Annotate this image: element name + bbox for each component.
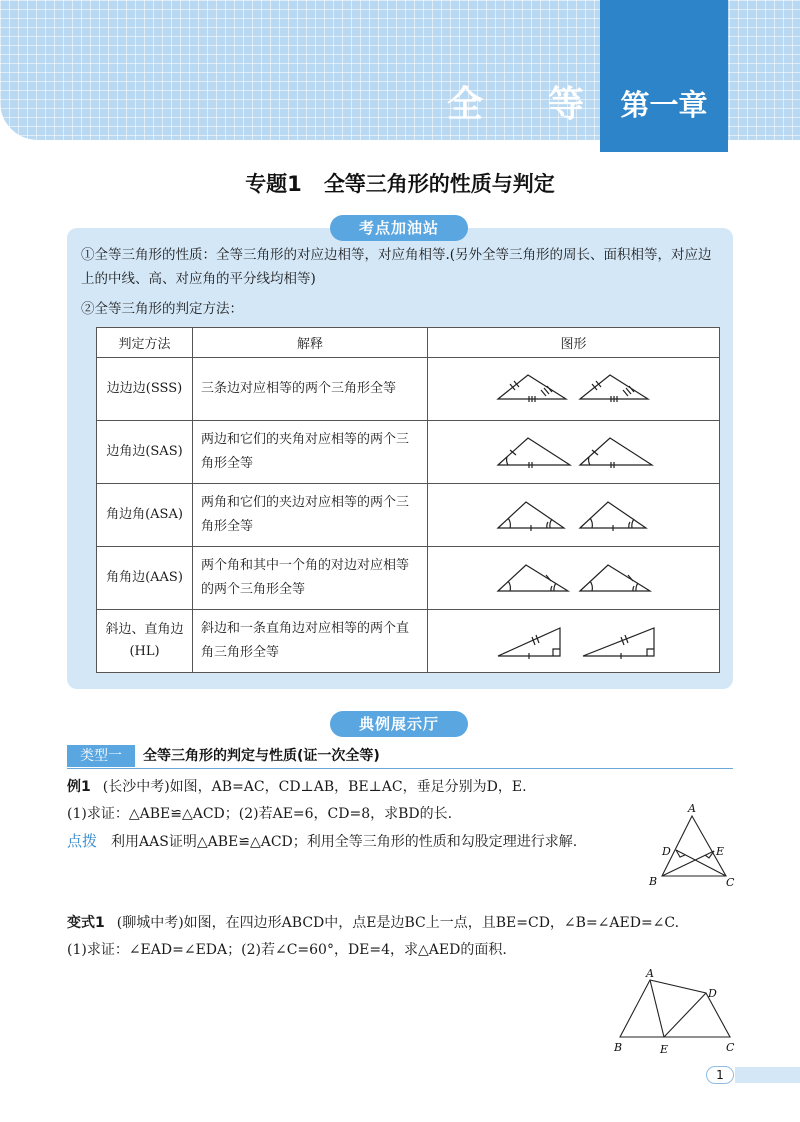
table-row — [97, 358, 720, 421]
vertex-label-a: A — [688, 802, 696, 815]
table-row — [97, 610, 720, 673]
header-method: 判定方法 — [97, 328, 193, 358]
property-paragraph: ①全等三角形的性质：全等三角形的对应边相等，对应角相等.(另外全等三角形的周长、面积相等，对应边上的中线、高、对应角的平分线均相等) — [81, 247, 712, 287]
unit-title-char-2: 等 — [548, 84, 587, 125]
vertex-label-d: D — [662, 845, 671, 858]
table-header-row — [97, 328, 720, 358]
example-1-text-2: (1)求证：△ABE≌△ACD；(2)若AE=6，CD=8，求BD的长. — [67, 806, 453, 822]
vertex-label-d: D — [708, 987, 717, 1000]
method-cell: 斜边、直角边(HL) — [97, 610, 193, 673]
description-cell: 三条边对应相等的两个三角形全等 — [193, 358, 428, 421]
description-cell: 两角和它们的夹边对应相等的两个三角形全等 — [193, 484, 428, 547]
description-cell: 两边和它们的夹角对应相等的两个三角形全等 — [193, 421, 428, 484]
criteria-intro: ②全等三角形的判定方法： — [81, 301, 243, 317]
vertex-label-a: A — [646, 967, 654, 980]
table-row — [97, 484, 720, 547]
example-1-figure — [640, 800, 740, 895]
table-row — [97, 421, 720, 484]
table-row — [97, 547, 720, 610]
unit-title-char-1: 全 — [447, 84, 486, 125]
example-1-line-1 — [67, 775, 527, 799]
topic-number: 专题1 — [245, 172, 302, 196]
description-cell: 两个角和其中一个角的对边对应相等的两个三角形全等 — [193, 547, 428, 610]
tip-label: 点拨 — [67, 832, 98, 850]
type-title: 全等三角形的判定与性质(证一次全等) — [143, 748, 380, 764]
method-cell: 角角边(AAS) — [97, 547, 193, 610]
section-label-knowledge: 考点加油站 — [330, 215, 468, 241]
variant-1-line-1 — [67, 911, 679, 935]
type-bar — [67, 745, 733, 769]
footer-bar — [735, 1067, 800, 1083]
hl-figure — [428, 610, 720, 673]
variant-1-text-2: (1)求证：∠EAD=∠EDA；(2)若∠C=60°，DE=4，求△AED的面积. — [67, 942, 507, 958]
chapter-tab — [600, 0, 728, 152]
sss-figure — [428, 358, 720, 421]
variant-1-text-1: (聊城中考)如图，在四边形ABCD中，点E是边BC上一点，且BE=CD，∠B=∠AED=∠C. — [116, 915, 680, 931]
aas-figure — [428, 547, 720, 610]
vertex-label-e: E — [716, 845, 725, 858]
page-number: 1 — [706, 1066, 734, 1084]
vertex-label-b: B — [649, 875, 658, 888]
topic-title: 全等三角形的性质与判定 — [323, 172, 555, 196]
sas-figure — [428, 421, 720, 484]
example-1-text-1: (长沙中考)如图，AB=AC，CD⊥AB，BE⊥AC，垂足分别为D，E. — [102, 779, 527, 795]
description-cell: 斜边和一条直角边对应相等的两个直角三角形全等 — [193, 610, 428, 673]
tip-text: 利用AAS证明△ABE≌△ACD；利用全等三角形的性质和勾股定理进行求解. — [111, 834, 578, 850]
variant-1-figure — [608, 965, 748, 1060]
vertex-label-b: B — [614, 1041, 623, 1054]
example-1-tip — [67, 829, 577, 854]
method-cell: 边边边(SSS) — [97, 358, 193, 421]
chapter-label: 第一章 — [620, 88, 708, 122]
vertex-label-c: C — [726, 876, 735, 889]
section-label-examples: 典例展示厅 — [330, 711, 468, 737]
method-cell: 角边角(ASA) — [97, 484, 193, 547]
vertex-label-c: C — [726, 1041, 735, 1054]
example-label: 例1 — [67, 779, 91, 795]
asa-figure — [428, 484, 720, 547]
type-tag: 类型一 — [67, 745, 135, 767]
criteria-table — [96, 327, 720, 673]
vertex-label-e: E — [660, 1043, 669, 1056]
header-figure: 图形 — [428, 328, 720, 358]
topic-heading — [0, 168, 800, 198]
method-cell: 边角边(SAS) — [97, 421, 193, 484]
header-description: 解释 — [193, 328, 428, 358]
variant-label: 变式1 — [67, 915, 105, 931]
